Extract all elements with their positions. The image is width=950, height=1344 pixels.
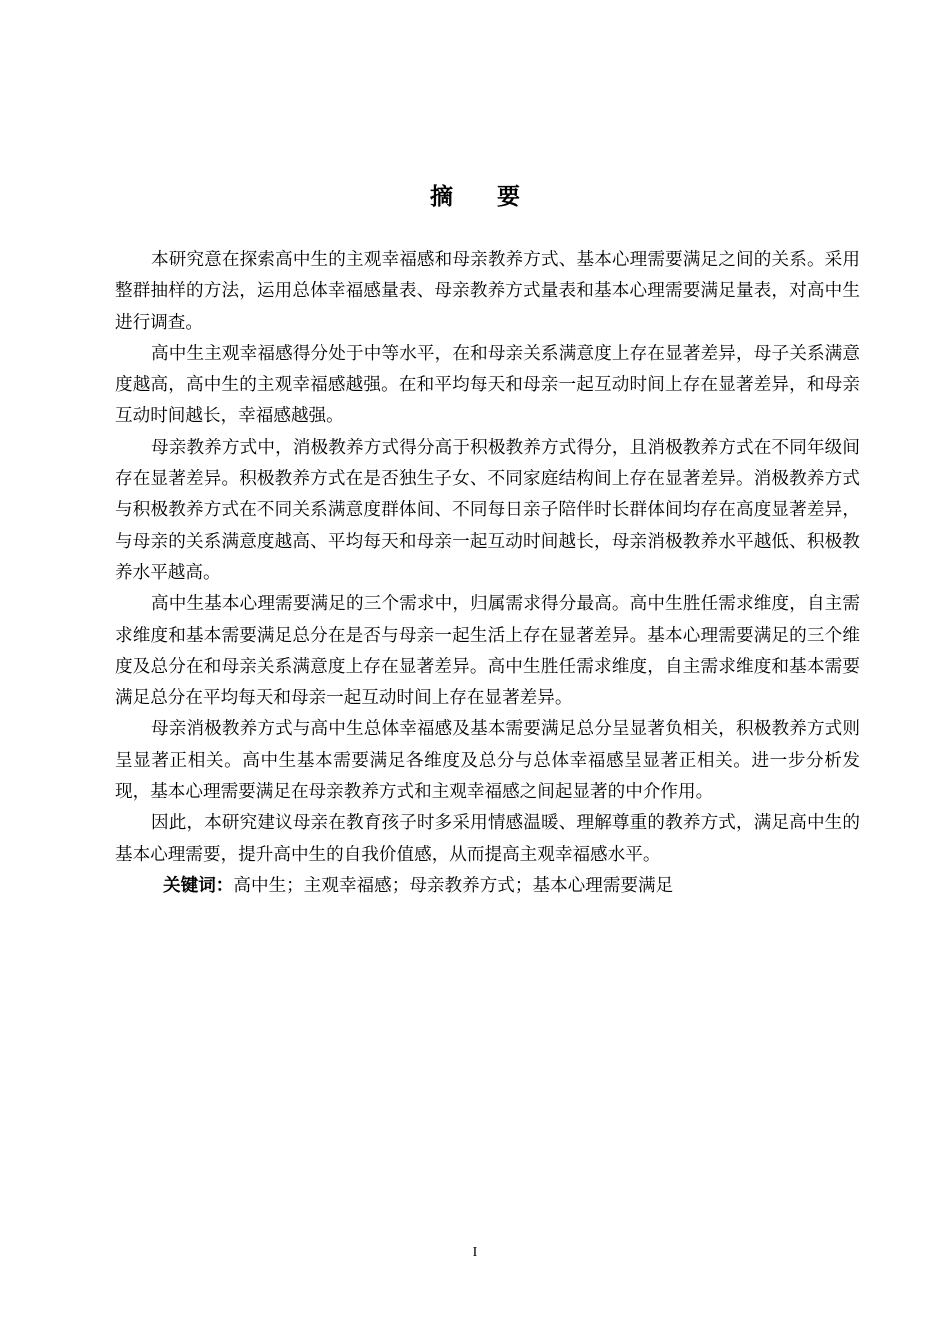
abstract-body [115,245,860,902]
page-number: I [472,1245,478,1260]
abstract-title-char-1: 摘 [430,184,453,210]
abstract-paragraph-5: 母亲消极教养方式与高中生总体幸福感及基本需要满足总分呈显著负相关，积极教养方式则呈显著正相关。高中生基本需要满足各维度及总分与总体幸福感呈显著正相关。进一步分析发现，基本心理需要满足在母亲教养方式和主观幸福感之间起显著的中介作用。 [115,719,860,803]
abstract-paragraph-4: 高中生基本心理需要满足的三个需求中，归属需求得分最高。高中生胜任需求维度，自主需求维度和基本需要满足总分在是否与母亲一起生活上存在显著差异。基本心理需要满足的三个维度及总分在和母亲关系满意度上存在显著差异。高中生胜任需求维度，自主需求维度和基本需要满足总分在平均每天和母亲一起互动时间上存在显著差异。 [115,594,860,709]
abstract-paragraph-2: 高中生主观幸福感得分处于中等水平，在和母亲关系满意度上存在显著差异，母子关系满意度越高，高中生的主观幸福感越强。在和平均每天和母亲一起互动时间上存在显著差异，和母亲互动时间越长，幸福感越强。 [115,343,860,427]
abstract-paragraph-6: 因此，本研究建议母亲在教育孩子时多采用情感温暖、理解尊重的教养方式，满足高中生的基本心理需要，提升高中生的自我价值感，从而提高主观幸福感水平。 [115,813,860,865]
abstract-title-char-2: 要 [497,184,520,210]
abstract-paragraph-3: 母亲教养方式中，消极教养方式得分高于积极教养方式得分，且消极教养方式在不同年级间存在显著差异。积极教养方式在是否独生子女、不同家庭结构间上存在显著差异。消极教养方式与积极教养方式在不同关系满意度群体间、不同每日亲子陪伴时长群体间均存在高度显著差异，与母亲的关系满意度越高、平均每天和母亲一起互动时间越长，母亲消极教养水平越低、积极教养水平越高。 [115,437,860,583]
keywords-label: 关键词： [163,875,234,896]
abstract-paragraph-1: 本研究意在探索高中生的主观幸福感和母亲教养方式、基本心理需要满足之间的关系。采用整群抽样的方法，运用总体幸福感量表、母亲教养方式量表和基本心理需要满足量表，对高中生进行调查。 [115,250,860,333]
keywords-line [115,871,860,902]
keywords-text: 高中生；主观幸福感；母亲教养方式；基本心理需要满足 [233,875,674,896]
abstract-title [0,178,950,211]
